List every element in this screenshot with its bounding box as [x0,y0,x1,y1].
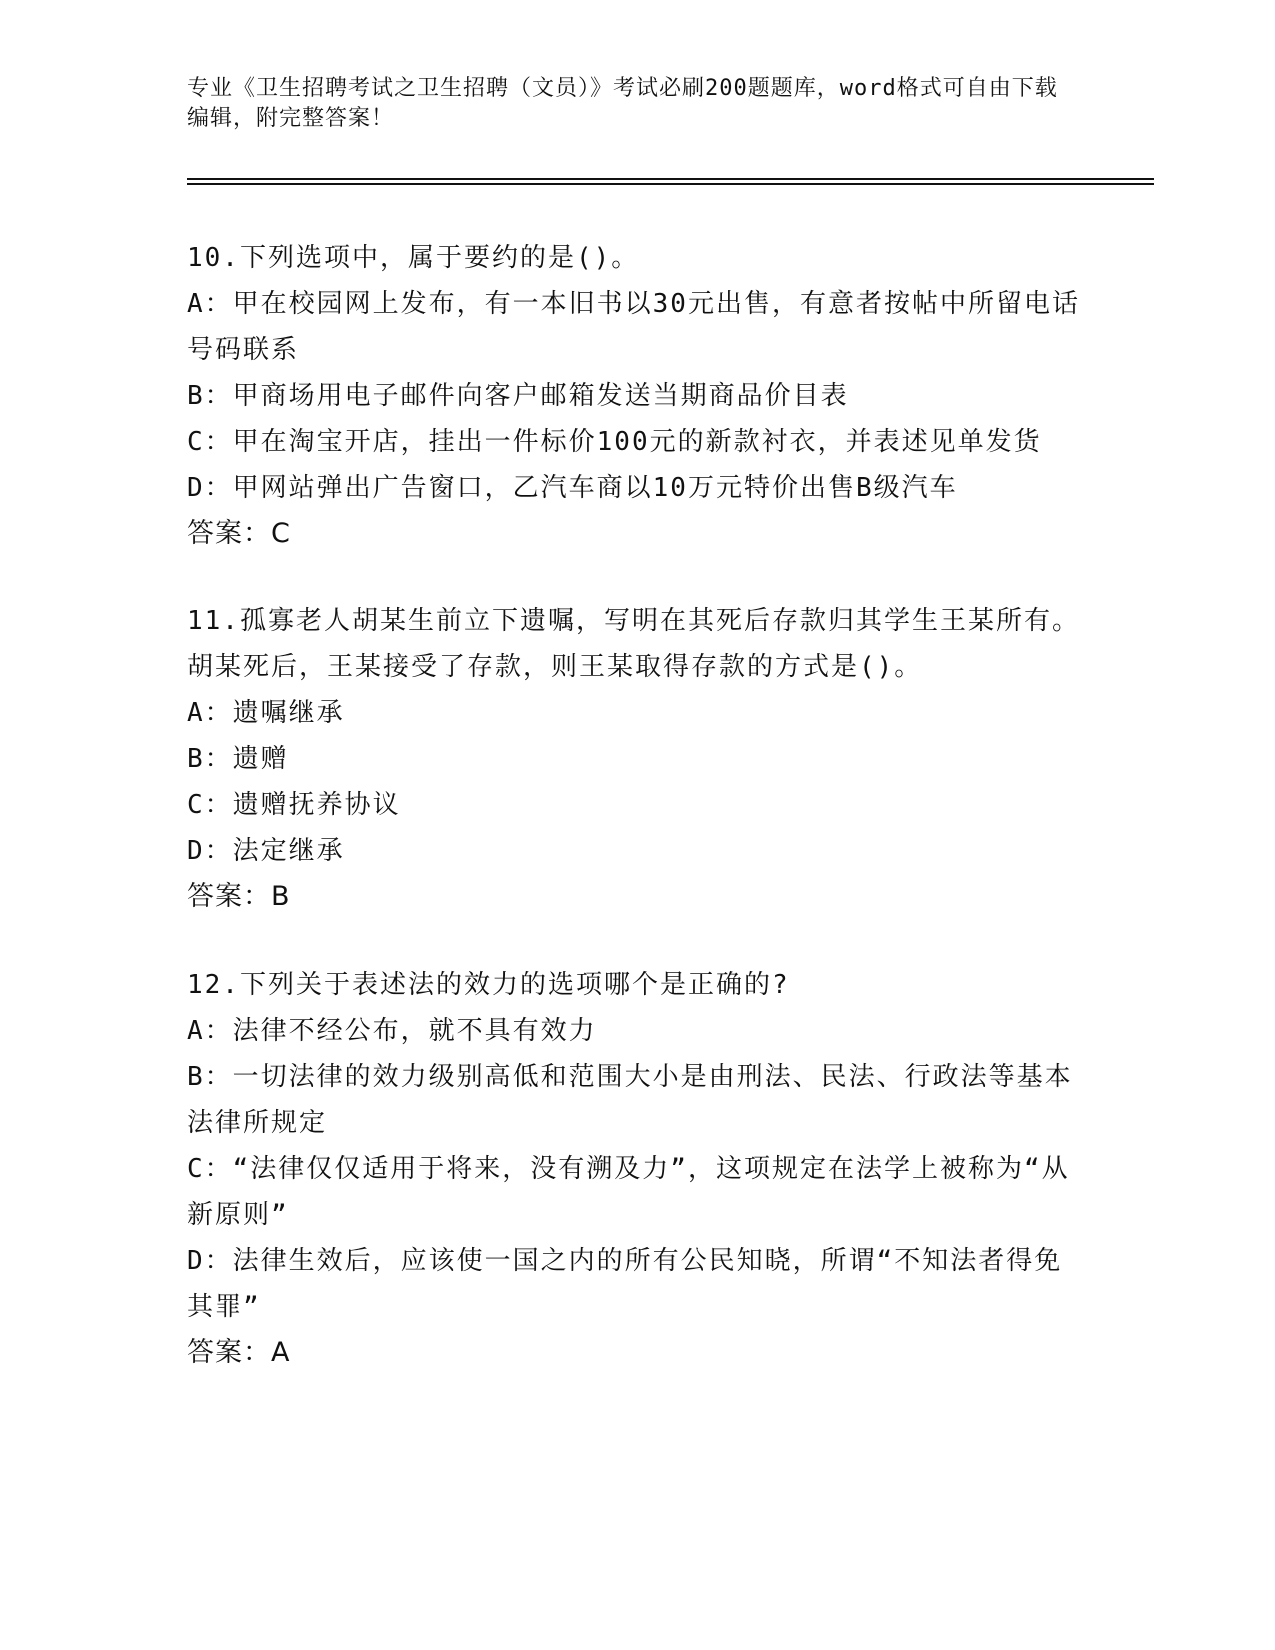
option-d: D：法定继承 [187,836,345,866]
answer-line: 答案：B [187,881,291,912]
answer-line: 答案：A [187,1337,291,1368]
question-10 [187,235,1087,557]
option-d: D：甲网站弹出广告窗口，乙汽车商以10万元特价出售B级汽车 [187,473,958,503]
question-stem: 10.下列选项中，属于要约的是()。 [187,243,640,273]
option-a: A：甲在校园网上发布，有一本旧书以30元出售，有意者按帖中所留电话号码联系 [187,289,1080,365]
header-divider-top [187,178,1154,180]
option-c: C：甲在淘宝开店，挂出一件标价100元的新款衬衣，并表述见单发货 [187,427,1042,457]
option-b: B：一切法律的效力级别高低和范围大小是由刑法、民法、行政法等基本法律所规定 [187,1062,1073,1138]
question-stem: 11.孤寡老人胡某生前立下遗嘱，写明在其死后存款归其学生王某所有。胡某死后，王某接受了存款，则王某取得存款的方式是()。 [187,606,1080,682]
document-header: 专业《卫生招聘考试之卫生招聘（文员）》考试必刷200题题库，word格式可自由下载编辑，附完整答案！ [187,76,1058,131]
question-12 [187,962,1087,1376]
option-a: A：法律不经公布，就不具有效力 [187,1016,597,1046]
answer-line: 答案：C [187,518,291,549]
header-divider-bottom [187,183,1154,185]
option-a: A：遗嘱继承 [187,698,345,728]
option-c: C：遗赠抚养协议 [187,790,401,820]
option-c: C：“法律仅仅适用于将来，没有溯及力”，这项规定在法学上被称为“从新原则” [187,1154,1070,1230]
option-b: B：遗赠 [187,744,289,774]
option-d: D：法律生效后，应该使一国之内的所有公民知晓，所谓“不知法者得免其罪” [187,1246,1063,1322]
option-b: B：甲商场用电子邮件向客户邮箱发送当期商品价目表 [187,381,849,411]
question-11 [187,598,1087,920]
question-stem: 12.下列关于表述法的效力的选项哪个是正确的? [187,970,790,1000]
